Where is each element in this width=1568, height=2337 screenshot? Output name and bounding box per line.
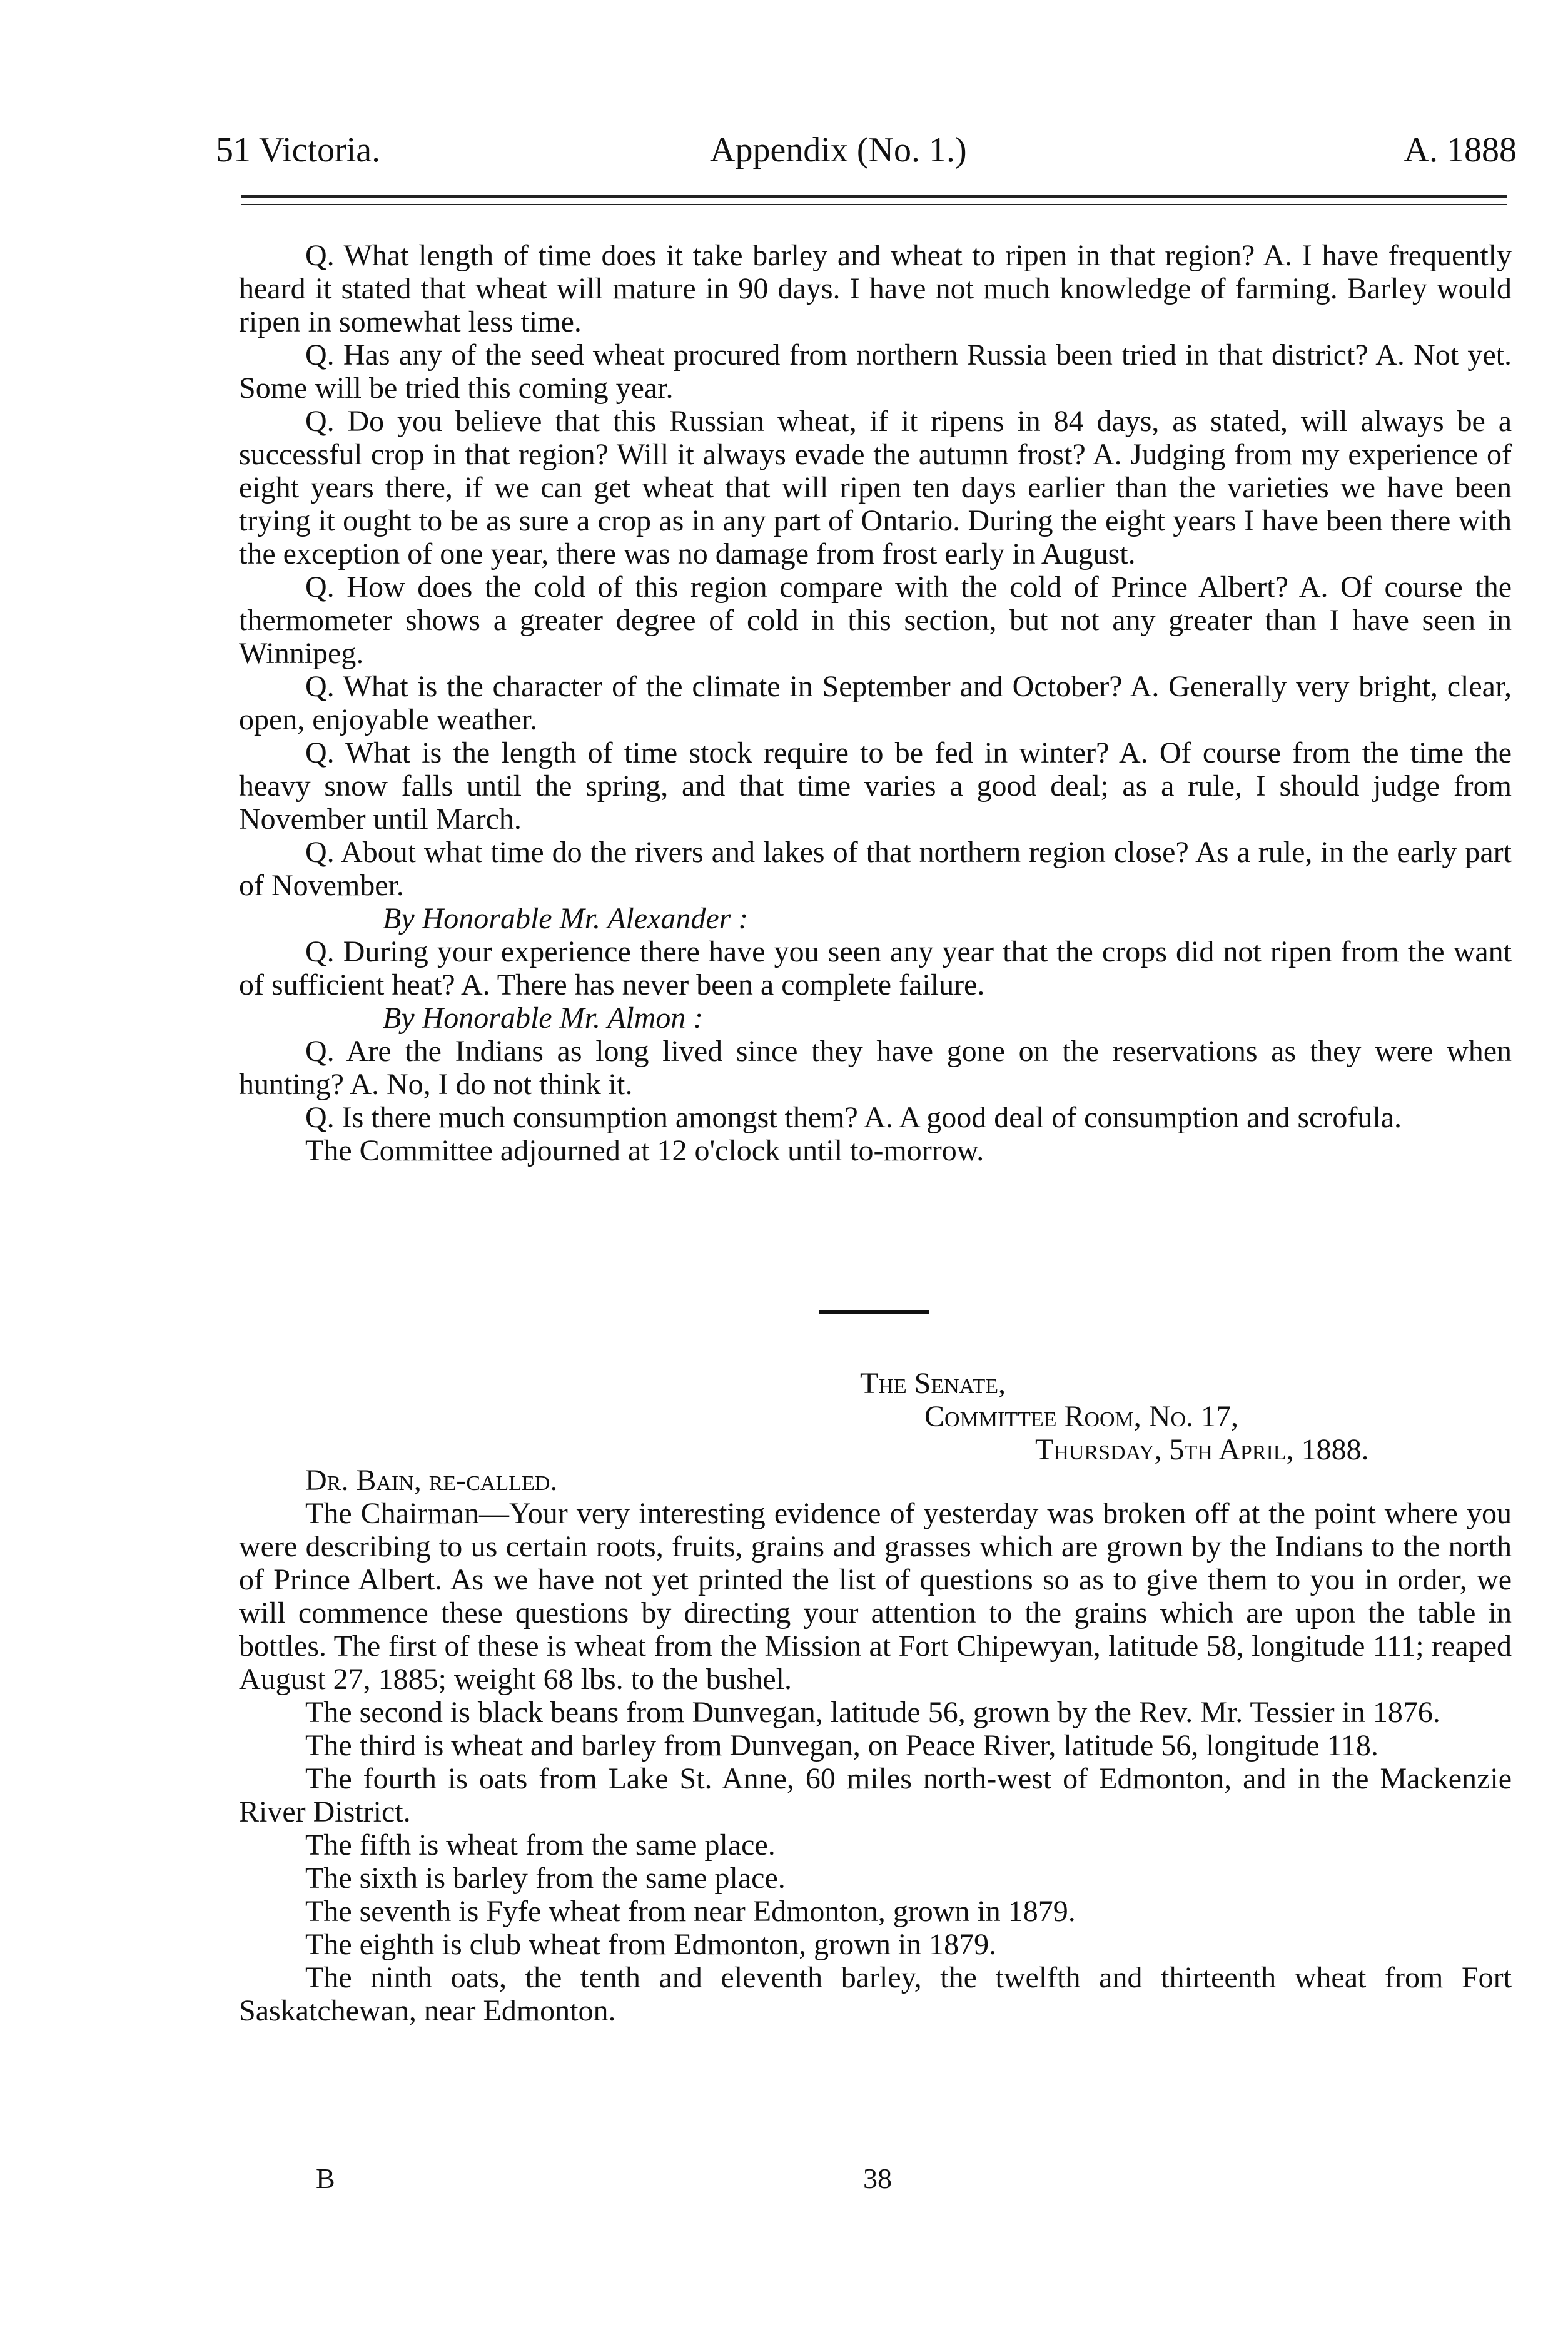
header-year: A. 1888 (1404, 131, 1517, 170)
chairman-paragraph: The Chairman—Your very interesting evidence of yesterday was broken off at the point where you were describing to us certain roots, fruits, grains and grasses which are grown by the Indians to the north of Prince Albert. As we have not yet printed the list of questions so as to give them to you in order, we will commence these questions by directing your attention to the grains which are upon the table in bottles. The first of these is wheat from the Mission at Fort Chipewyan, latitude 58, longitude 111; reaped August 27, 1885; weight 68 lbs. to the bushel. (239, 1497, 1512, 1696)
qa-paragraph: Q. About what time do the rivers and lakes of that northern region close? As a rule, in the early part of November. (239, 836, 1512, 902)
testimony-section-1 (239, 239, 1512, 1167)
qa-paragraph: Q. How does the cold of this region compare with the cold of Prince Albert? A. Of course the thermometer shows a greater degree of cold in this section, but not any greater than I have seen in Winnipeg. (239, 570, 1512, 670)
heading-room: Committee Room, No. 17, (924, 1400, 1239, 1433)
grain-item: The sixth is barley from the same place. (305, 1862, 786, 1895)
page-number: 38 (863, 2162, 892, 2194)
testimony-section-2 (239, 1464, 1512, 2027)
heading-date: Thursday, 5th April, 1888. (1035, 1433, 1369, 1466)
grain-item: The second is black beans from Dunvegan, latitude 56, grown by the Rev. Mr. Tessier in 1876. (305, 1696, 1440, 1729)
footer-signature: B (316, 2162, 335, 2194)
page-header (216, 125, 1517, 175)
header-appendix: Appendix (No. 1.) (710, 131, 967, 170)
qa-paragraph: Q. Is there much consumption amongst them? A. A good deal of consumption and scrofula. (305, 1101, 1402, 1134)
grain-item: The seventh is Fyfe wheat from near Edmonton, grown in 1879. (305, 1895, 1076, 1928)
qa-paragraph: Q. What length of time does it take barley and wheat to ripen in that region? A. I have frequently heard it stated that wheat will mature in 90 days. I have not much knowledge of farming. Barley would ripen in somewhat less time. (239, 239, 1512, 338)
qa-paragraph: Q. What is the length of time stock require to be fed in winter? A. Of course from the time the heavy snow falls until the spring, and that time varies a good deal; as a rule, I should judge from November until March. (239, 736, 1512, 836)
heading-senate: The Senate, (860, 1367, 1006, 1400)
header-rule-thin (241, 204, 1507, 205)
qa-paragraph: Q. What is the character of the climate in September and October? A. Generally very bright, clear, open, enjoyable weather. (239, 670, 1512, 736)
adjournment-note: The Committee adjourned at 12 o'clock until to-morrow. (305, 1134, 984, 1167)
qa-paragraph: Q. During your experience there have you seen any year that the crops did not ripen from the want of sufficient heat? A. There has never been a complete failure. (239, 935, 1512, 1001)
byline-almon: By Honorable Mr. Almon : (383, 1001, 704, 1035)
qa-paragraph: Q. Has any of the seed wheat procured from northern Russia been tried in that district? A. Not yet. Some will be tried this coming year. (239, 338, 1512, 405)
header-session: 51 Victoria. (216, 131, 381, 170)
grain-item: The fourth is oats from Lake St. Anne, 60 miles north-west of Edmonton, and in the Mackenzie River District. (239, 1762, 1512, 1828)
witness-line: Dr. Bain, re-called. (305, 1464, 558, 1497)
grain-item: The ninth oats, the tenth and eleventh barley, the twelfth and thirteenth wheat from Fort Saskatchewan, near Edmonton. (239, 1961, 1512, 2027)
byline-alexander: By Honorable Mr. Alexander : (383, 902, 749, 935)
grain-item: The third is wheat and barley from Dunvegan, on Peace River, latitude 56, longitude 118. (305, 1729, 1378, 1762)
grain-item: The fifth is wheat from the same place. (305, 1828, 776, 1862)
section-divider (819, 1310, 929, 1314)
grain-item: The eighth is club wheat from Edmonton, grown in 1879. (305, 1928, 997, 1961)
qa-paragraph: Q. Do you believe that this Russian wheat, if it ripens in 84 days, as stated, will always be a successful crop in that region? Will it always evade the autumn frost? A. Judging from my experience of eight years there, if we can get wheat that will ripen ten days earlier than the varieties we have been trying it ought to be as sure a crop as in any part of Ontario. During the eight years I have been there with the exception of one year, there was no damage from frost early in August. (239, 405, 1512, 570)
qa-paragraph: Q. Are the Indians as long lived since they have gone on the reservations as they were when hunting? A. No, I do not think it. (239, 1035, 1512, 1101)
header-rule-thick (241, 195, 1507, 198)
